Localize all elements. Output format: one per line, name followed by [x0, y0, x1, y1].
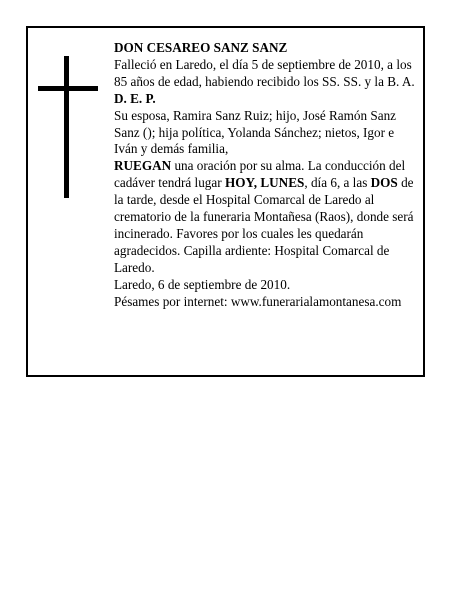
deceased-name: DON CESAREO SANZ SANZ: [114, 40, 288, 55]
condolences-line: Pésames por internet: www.funerarialamontanesa.com: [114, 293, 402, 309]
family-list: Su esposa, Ramira Sanz Ruiz; hijo, José Ramón Sanz Sanz (); hija política, Yolanda Sánchez; nietos, Igor e Iván y demás familia,: [114, 107, 397, 157]
cross-vertical-bar: [64, 56, 69, 198]
request-bold: RUEGAN: [114, 158, 172, 174]
request-text-2: , día 6, a las: [304, 175, 371, 191]
date-line: Laredo, 6 de septiembre de 2010.: [114, 276, 291, 292]
obituary-text: [114, 40, 419, 311]
cross-horizontal-bar: [38, 86, 98, 91]
request-text-1: una oración por su alma. La conducción del cadáver tendrá lugar: [114, 158, 406, 191]
request-paragraph: [114, 158, 419, 276]
day-bold: HOY, LUNES: [224, 175, 305, 191]
rip-line: D. E. P.: [114, 90, 156, 106]
time-bold: DOS: [370, 175, 398, 191]
obituary-frame: [26, 26, 425, 377]
death-notice: Falleció en Laredo, el día 5 de septiembre de 2010, a los 85 años de edad, habiendo recibido los SS. SS. y la B. A.: [114, 56, 415, 89]
latin-cross-icon: [38, 56, 98, 198]
request-text-3: de la tarde, desde el Hospital Comarcal de Laredo al crematorio de la funeraria Montañesa (Raos), donde será incinerado. Favores por los cuales les quedarán agradecidos. Capilla ardiente: Hospital Comarcal de Laredo.: [114, 175, 414, 275]
